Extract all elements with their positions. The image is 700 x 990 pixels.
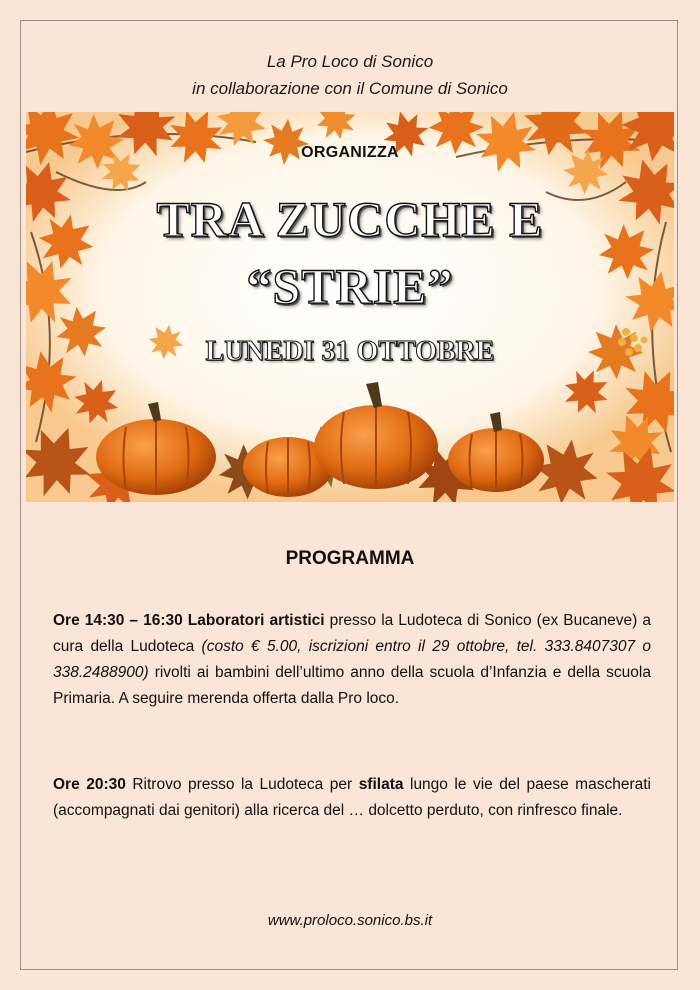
program-item-afternoon (53, 608, 651, 712)
afternoon-cost-info: (costo € 5.00, iscrizioni entro il 29 ottobre, tel. 333.8407307 o 338.2488900) (53, 638, 651, 681)
evening-time: Ore 20:30 (53, 776, 126, 793)
evening-text-2: lungo le vie del paese mascherati (accompagnati dai genitori) alla ricerca del … dolcetto perduto, con rinfresco finale. (53, 776, 651, 819)
programma-heading: PROGRAMMA (285, 548, 415, 569)
website-link[interactable]: www.proloco.sonico.bs.it (267, 912, 433, 929)
header-collaboration: in collaborazione con il Comune di Sonico (192, 79, 508, 98)
evening-text-1: Ritrovo presso la Ludoteca per (125, 776, 359, 793)
header-organizer: La Pro Loco di Sonico (266, 52, 434, 71)
event-banner (26, 112, 674, 502)
afternoon-text-2: rivolti ai bambini dell’ultimo anno della scuola d’Infanzia e della scuola Primaria. A seguire merenda offerta dalla Pro loco. (53, 664, 651, 707)
event-title-line2: “STRIE” (246, 258, 454, 314)
afternoon-time: Ore 14:30 – 16:30 (53, 612, 183, 629)
event-date: LUNEDI 31 OTTOBRE (205, 336, 495, 367)
evening-sfilata: sfilata (358, 776, 404, 793)
program-item-evening (53, 772, 651, 824)
organizza-label: ORGANIZZA (301, 144, 399, 161)
afternoon-activity: Laboratori artistici (187, 612, 325, 629)
event-title-line1: TRA ZUCCHE E (156, 191, 544, 247)
afternoon-text-1: presso la Ludoteca di Sonico (ex Bucaneve) a cura della Ludoteca (53, 612, 651, 655)
